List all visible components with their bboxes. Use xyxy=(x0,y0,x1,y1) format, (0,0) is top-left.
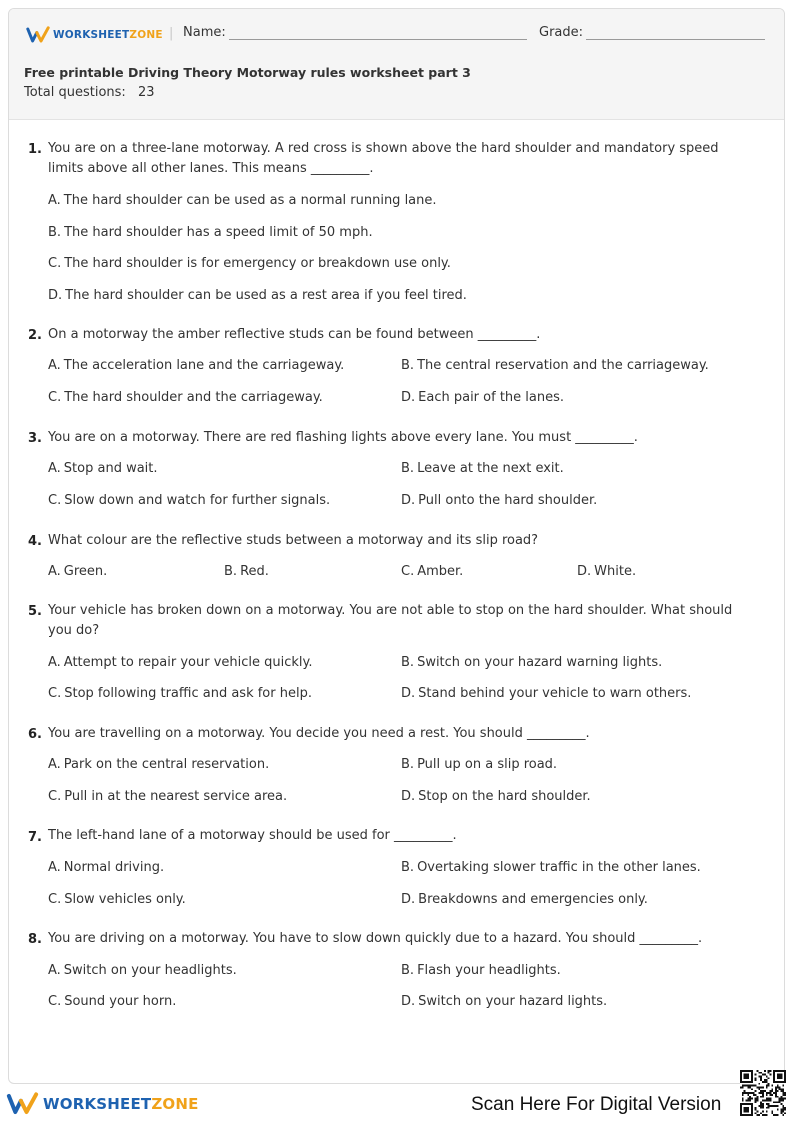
option-c[interactable]: C. Slow down and watch for further signals. xyxy=(48,493,331,508)
option-c[interactable]: C. Stop following traffic and ask for help. xyxy=(48,686,312,701)
option-b[interactable]: B. Overtaking slower traffic in the other lanes. xyxy=(401,860,701,875)
option-c[interactable]: C. Sound your horn. xyxy=(48,994,177,1009)
option-c[interactable]: C. The hard shoulder and the carriageway. xyxy=(48,390,323,405)
option-b[interactable]: B. The hard shoulder has a speed limit of 50 mph. xyxy=(48,225,373,240)
option-b[interactable]: B. Pull up on a slip road. xyxy=(401,757,558,772)
qr-code-icon[interactable] xyxy=(740,1070,786,1116)
grade-label: Grade: xyxy=(539,25,584,40)
option-a[interactable]: A. Park on the central reservation. xyxy=(48,757,270,772)
option-d[interactable]: D. White. xyxy=(577,564,637,579)
scan-instruction: Scan Here For Digital Version xyxy=(471,1094,722,1115)
logo-wordmark: WORKSHEETZONE xyxy=(53,29,163,41)
question-number: 3. xyxy=(28,431,42,446)
question-number: 5. xyxy=(28,604,42,619)
total-questions xyxy=(24,85,155,100)
option-d[interactable]: D. Stand behind your vehicle to warn others. xyxy=(401,686,692,701)
option-b[interactable]: B. Leave at the next exit. xyxy=(401,461,564,476)
option-d[interactable]: D. Breakdowns and emergencies only. xyxy=(401,892,648,907)
footer-logo xyxy=(6,1092,199,1116)
option-a[interactable]: A. The hard shoulder can be used as a normal running lane. xyxy=(48,193,437,208)
question-text: You are driving on a motorway. You have to slow down quickly due to a hazard. You should _________. xyxy=(48,931,703,946)
question-text: On a motorway the amber reflective studs can be found between _________. xyxy=(48,327,541,342)
option-a[interactable]: A. Switch on your headlights. xyxy=(48,963,237,978)
worksheetzone-w-icon xyxy=(26,26,50,44)
header-separator: | xyxy=(169,26,174,41)
question-number: 1. xyxy=(28,142,42,157)
grade-field[interactable] xyxy=(586,39,765,40)
question-text: You are on a three-lane motorway. A red cross is shown above the hard shoulder and mandatory speed limits above all other lanes. This means _________. xyxy=(48,141,719,176)
question-number: 4. xyxy=(28,534,42,549)
option-d[interactable]: D. Switch on your hazard lights. xyxy=(401,994,608,1009)
name-label: Name: xyxy=(183,25,226,40)
option-b[interactable]: B. Red. xyxy=(224,564,269,579)
question-text: The left-hand lane of a motorway should be used for _________. xyxy=(48,828,457,843)
option-d[interactable]: D. The hard shoulder can be used as a rest area if you feel tired. xyxy=(48,288,467,303)
worksheet-title: Free printable Driving Theory Motorway rules worksheet part 3 xyxy=(24,65,471,80)
option-c[interactable]: C. Amber. xyxy=(401,564,464,579)
question-number: 7. xyxy=(28,830,42,845)
option-a[interactable]: A. Normal driving. xyxy=(48,860,165,875)
option-c[interactable]: C. Pull in at the nearest service area. xyxy=(48,789,288,804)
name-field[interactable] xyxy=(229,39,527,40)
total-questions-value: 23 xyxy=(138,85,155,100)
header-logo xyxy=(26,26,163,44)
option-b[interactable]: B. Flash your headlights. xyxy=(401,963,561,978)
logo-wordmark: WORKSHEETZONE xyxy=(43,1095,199,1113)
option-a[interactable]: A. Stop and wait. xyxy=(48,461,158,476)
option-d[interactable]: D. Pull onto the hard shoulder. xyxy=(401,493,598,508)
question-text: You are travelling on a motorway. You decide you need a rest. You should _________. xyxy=(48,726,590,741)
worksheetzone-w-icon xyxy=(6,1092,39,1116)
worksheet-header xyxy=(9,9,784,120)
worksheet-card xyxy=(8,8,785,1084)
option-b[interactable]: B. The central reservation and the carriageway. xyxy=(401,358,709,373)
option-b[interactable]: B. Switch on your hazard warning lights. xyxy=(401,655,663,670)
question-number: 8. xyxy=(28,932,42,947)
option-c[interactable]: C. Slow vehicles only. xyxy=(48,892,186,907)
option-d[interactable]: D. Each pair of the lanes. xyxy=(401,390,565,405)
option-a[interactable]: A. Green. xyxy=(48,564,108,579)
option-d[interactable]: D. Stop on the hard shoulder. xyxy=(401,789,591,804)
total-questions-label: Total questions: xyxy=(24,85,126,100)
option-a[interactable]: A. The acceleration lane and the carriageway. xyxy=(48,358,345,373)
question-text: You are on a motorway. There are red flashing lights above every lane. You must _________. xyxy=(48,430,638,445)
question-number: 6. xyxy=(28,727,42,742)
option-c[interactable]: C. The hard shoulder is for emergency or breakdown use only. xyxy=(48,256,451,271)
question-number: 2. xyxy=(28,328,42,343)
question-text: What colour are the reflective studs between a motorway and its slip road? xyxy=(48,533,539,548)
option-a[interactable]: A. Attempt to repair your vehicle quickly. xyxy=(48,655,313,670)
question-text: Your vehicle has broken down on a motorway. You are not able to stop on the hard shoulder. What should you do? xyxy=(48,603,733,638)
